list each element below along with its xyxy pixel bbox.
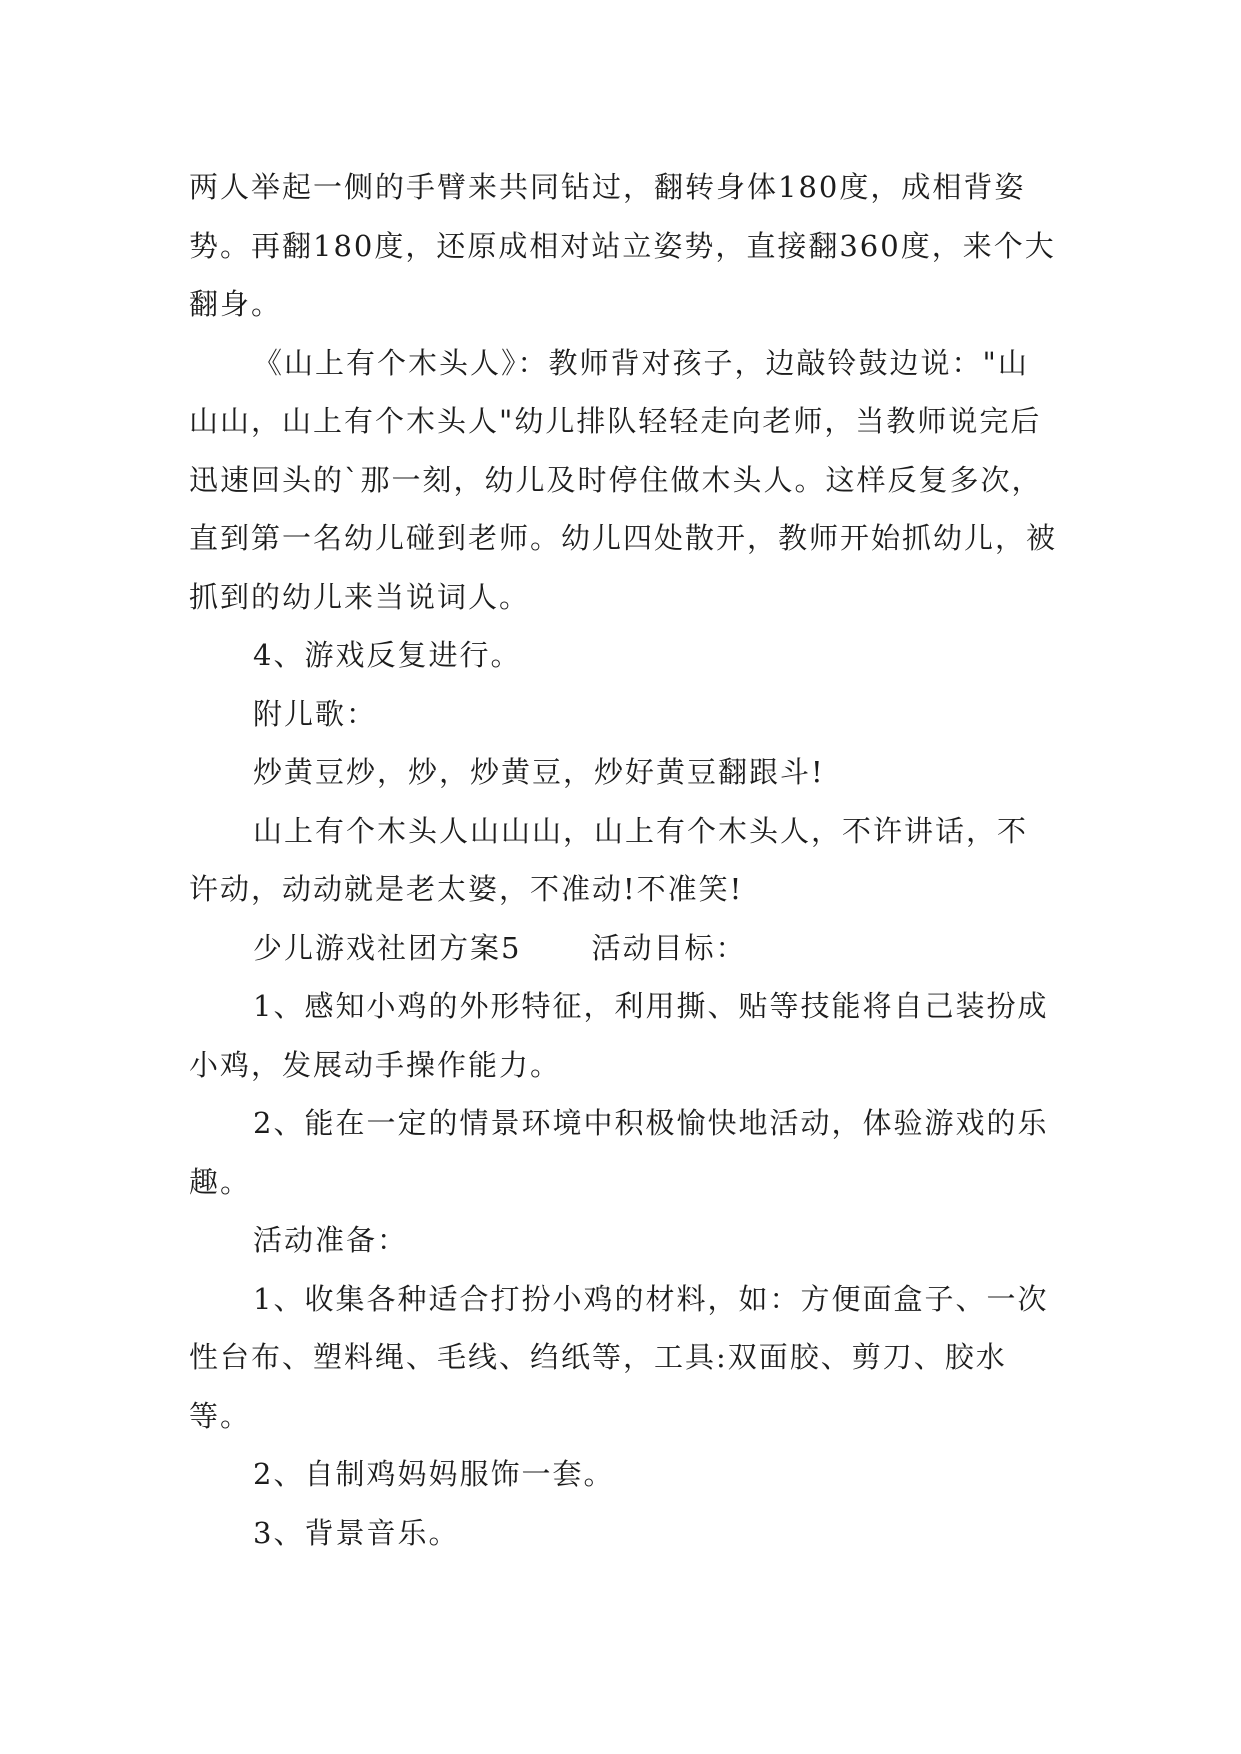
- paragraph-rhyme-line-2: 山上有个木头人山山山，山上有个木头人，不许讲话，不许动，动动就是老太婆，不准动!不准笑!: [189, 813, 1029, 906]
- paragraph-rhyme-line-1: 炒黄豆炒，炒，炒黄豆，炒好黄豆翻跟斗!: [253, 755, 825, 789]
- paragraph-flip-body: 两人举起一侧的手臂来共同钻过，翻转身体180度，成相背姿势。再翻180度，还原成相对站立姿势，直接翻360度，来个大翻身。: [189, 170, 1056, 321]
- paragraph-preparation-heading: 活动准备：: [253, 1223, 409, 1257]
- paragraph-plan-5-heading: [189, 919, 1057, 978]
- plan-title: 少儿游戏社团方案5: [253, 930, 522, 965]
- paragraph-wooden-man-game: 《山上有个木头人》：教师背对孩子，边敲铃鼓边说："山山山，山上有个木头人"幼儿排队轻轻走向老师，当教师说完后迅速回头的`那一刻，幼儿及时停住做木头人。这样反复多次，直到第一名幼儿碰到老师。幼儿四处散开，教师开始抓幼儿，被抓到的幼儿来当说词人。: [189, 345, 1058, 614]
- paragraph-preparation-2: 2、自制鸡妈妈服饰一套。: [253, 1457, 615, 1491]
- document-body: [189, 158, 1057, 1562]
- paragraph-nursery-rhyme-heading: 附儿歌：: [253, 696, 378, 731]
- paragraph-goal-2: 2、能在一定的情景环境中积极愉快地活动，体验游戏的乐趣。: [189, 1106, 1049, 1199]
- paragraph-preparation-1: 1、收集各种适合打扮小鸡的材料，如：方便面盒子、一次性台布、塑料绳、毛线、绉纸等，工具:双面胶、剪刀、胶水等。: [189, 1281, 1049, 1433]
- paragraph-preparation-3: 3、背景音乐。: [253, 1515, 460, 1550]
- paragraph-step-4: 4、游戏反复进行。: [253, 638, 522, 672]
- activity-goals-heading: 活动目标：: [591, 930, 747, 965]
- paragraph-goal-1: 1、感知小鸡的外形特征，利用撕、贴等技能将自己装扮成小鸡，发展动手操作能力。: [189, 989, 1049, 1082]
